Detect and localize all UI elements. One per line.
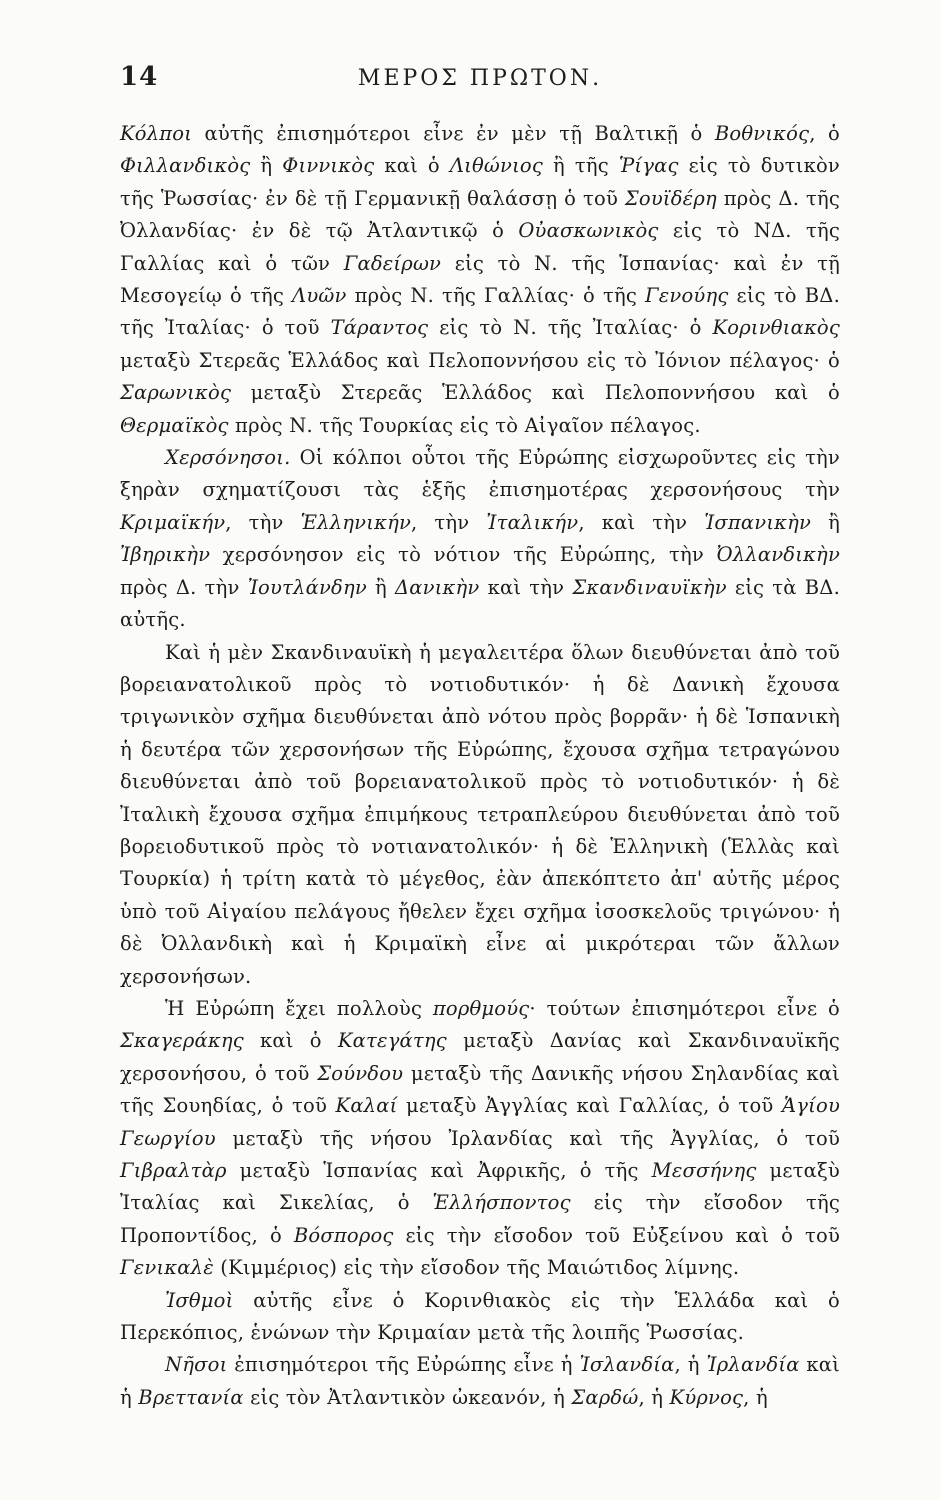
paragraph-gulfs xyxy=(120,118,840,442)
emphasized-term: Δανικὴν xyxy=(395,575,480,599)
text-run: εἰς τὸ Ν. τῆς Ἰταλίας· ὁ xyxy=(428,316,713,340)
text-run: , τὴν xyxy=(225,510,301,534)
emphasized-term: Σκαγεράκης xyxy=(120,1029,244,1053)
text-run: ἢ xyxy=(366,575,395,599)
body-text xyxy=(120,118,840,1414)
emphasized-term: Γενικαλὲ xyxy=(120,1256,214,1280)
text-run: μεταξὺ Ἱσπανίας καὶ Ἀφρικῆς, ὁ τῆς xyxy=(226,1159,652,1182)
text-run: · τούτων ἐπισημότεροι εἶνε ὁ xyxy=(529,996,840,1020)
text-run: μεταξὺ τῆς νήσου Ἰρλανδίας καὶ τῆς Ἀγγλίας, ὁ τοῦ xyxy=(215,1126,840,1150)
text-run: ἢ τῆς xyxy=(542,154,619,178)
running-head: ΜΕΡΟΣ ΠΡΩΤΟΝ. xyxy=(357,66,603,91)
emphasized-term: Ἁγίου Γεωργίου xyxy=(120,1094,840,1150)
text-run: μεταξὺ Ἀγγλίας καὶ Γαλλίας, ὁ τοῦ xyxy=(397,1094,783,1118)
text-run: εἰς τὴν εἴσοδον τοῦ Εὐξείνου καὶ ὁ τοῦ xyxy=(393,1223,840,1247)
text-run: μεταξὺ τῆς Δανικῆς νήσου Σηλανδίας καὶ τῆς Σουηδίας, ὁ τοῦ xyxy=(120,1061,840,1118)
emphasized-term: πορθμούς xyxy=(432,996,530,1020)
text-run: , ὁ xyxy=(809,122,840,145)
emphasized-term: Βοθνικός xyxy=(714,122,810,145)
text-run: εἰς τὸ ΒΔ. τῆς Ἰταλίας· ὁ τοῦ xyxy=(120,284,840,340)
text-run: ἢ xyxy=(250,154,283,178)
text-run: μεταξὺ Στερεᾶς Ἑλλάδος καὶ Πελοποννήσου εἰς τὸ Ἰόνιον πέλαγος· ὁ xyxy=(120,348,840,372)
emphasized-term: Ῥίγας xyxy=(618,154,679,178)
emphasized-term: Βρεττανία xyxy=(138,1385,244,1409)
text-run: μεταξὺ Στερεᾶς Ἑλλάδος καὶ Πελοποννήσου καὶ ὁ xyxy=(231,381,840,405)
text-run: Καὶ ἡ μὲν Σκανδιναυϊκὴ ἡ μεγαλειτέρα ὅλων διευθύνεται ἀπὸ τοῦ βορειανατολικοῦ πρὸς τὸ νοτιοδυτικόν· ἡ δὲ Δανικὴ ἔχουσα τριγωνικὸν σχῆμα διευθύνεται ἀπὸ νότου πρὸς βορρᾶν· ἡ δὲ Ἱσπανικὴ ἡ δευτέρα τῶν χερσονήσων τῆς Εὐρώπης, ἔχουσα σχῆμα τετραγώνου διευθύνεται ἀπὸ τοῦ βορειανατολικοῦ πρὸς τὸ νοτιοδυτικόν· ἡ δὲ Ἰταλικὴ ἔχουσα σχῆμα ἐπιμήκους τετραπλεύρου διευθύνεται ἀπὸ τοῦ βορειοδυτικοῦ πρὸς τὸ νοτιανατολικόν· ἡ δὲ Ἑλληνικὴ (Ἑλλὰς καὶ Τουρκία) ἡ τρίτη κατὰ τὸ μέγεθος, ἐὰν ἀπεκόπτετο ἀπ' αὐτῆς μέρος ὑπὸ τοῦ Αἰγαίου πελάγους ἤθελεν ἔχει σχῆμα ἰσοσκελοῦς τριγώνου· ἡ δὲ Ὀλλανδικὴ καὶ ἡ Κριμαϊκὴ εἶνε αἱ μικρότεραι τῶν ἄλλων χερσονήσων. xyxy=(120,640,840,988)
page-number: 14 xyxy=(120,62,159,92)
emphasized-term: Θερμαϊκὸς xyxy=(120,413,229,437)
text-run: καὶ ὁ xyxy=(243,1029,338,1053)
emphasized-term: Οὐασκωνικὸς xyxy=(518,219,659,243)
text-run: εἰς τὸ ΝΔ. τῆς Γαλλίας καὶ ὁ τῶν xyxy=(120,219,840,275)
text-run: , καὶ τὴν xyxy=(578,510,705,534)
text-run: πρὸς Δ. τὴν xyxy=(120,575,248,599)
emphasized-term: Ἱσπανικὴν xyxy=(704,510,812,534)
emphasized-term: Σαρωνικὸς xyxy=(120,381,232,405)
text-run: εἰς τὸ δυτικὸν τῆς Ῥωσσίας· ἐν δὲ τῇ Γερμανικῇ θαλάσσῃ ὁ τοῦ xyxy=(120,154,840,210)
emphasized-term: Ὀλλανδικὴν xyxy=(716,543,840,567)
emphasized-term: Σούνδου xyxy=(317,1061,404,1085)
emphasized-term: Ἰουτλάνδην xyxy=(247,575,367,599)
emphasized-term: Χερσόνησοι. xyxy=(165,446,291,470)
text-run: αὐτῆς ἐπισημότεροι εἶνε ἐν μὲν τῇ Βαλτικῇ ὁ xyxy=(192,122,715,145)
paragraph-isthmuses xyxy=(120,1285,840,1350)
emphasized-term: Τάραντος xyxy=(330,316,429,340)
emphasized-term: Φιννικὸς xyxy=(282,154,375,178)
text-run: πρὸς Ν. τῆς Τουρκίας εἰς τὸ Αἰγαῖον πέλαγος. xyxy=(228,413,701,437)
emphasized-term: Λιθώνιος xyxy=(449,154,543,178)
emphasized-term: Ἑλλήσποντος xyxy=(432,1191,571,1215)
page-header xyxy=(120,62,840,102)
text-run: (Κιμμέριος) εἰς τὴν εἴσοδον τῆς Μαιώτιδος λίμνης. xyxy=(213,1256,740,1280)
emphasized-term: Λυῶν xyxy=(292,284,347,308)
text-run: , ἡ xyxy=(638,1385,670,1409)
emphasized-term: Σκανδιναυϊκὴν xyxy=(572,575,727,599)
emphasized-term: Γιβραλτὰρ xyxy=(120,1159,227,1182)
text-run: εἰς τὸ Ν. τῆς Ἱσπανίας· καὶ ἐν τῇ Μεσογείῳ ὁ τῆς xyxy=(120,251,840,308)
text-run: εἰς τὰ ΒΔ. αὐτῆς. xyxy=(120,575,840,632)
text-run: πρὸς Ν. τῆς Γαλλίας· ὁ τῆς xyxy=(346,284,646,308)
text-run: εἰς τὴν εἴσοδον τῆς Προποντίδος, ὁ xyxy=(120,1191,840,1247)
emphasized-term: Βόσπορος xyxy=(293,1223,394,1247)
emphasized-term: Κόλποι xyxy=(120,122,193,145)
emphasized-term: Ἑλληνικήν xyxy=(300,510,412,534)
text-run: , ἡ xyxy=(674,1353,707,1377)
paragraph-peninsulas xyxy=(120,442,840,636)
paragraph-straits xyxy=(120,993,840,1285)
text-run: καὶ ἡ xyxy=(120,1353,840,1409)
emphasized-term: Κύρνος xyxy=(669,1385,744,1409)
emphasized-term: Ἰταλικήν xyxy=(486,510,579,534)
emphasized-term: Ἰσθμοὶ xyxy=(165,1288,234,1312)
text-run: πρὸς Δ. τῆς Ὀλλανδίας· ἐν δὲ τῷ Ἀτλαντικῷ ὁ xyxy=(120,186,840,243)
emphasized-term: Νῆσοι xyxy=(165,1353,228,1377)
emphasized-term: Φιλλανδικὸς xyxy=(120,154,251,178)
emphasized-term: Ἰσλανδία xyxy=(579,1353,675,1377)
text-run: καὶ ὁ xyxy=(374,154,450,178)
paragraph-peninsula-directions xyxy=(120,637,840,993)
emphasized-term: Γενούης xyxy=(645,284,729,308)
emphasized-term: Ἰρλανδία xyxy=(706,1353,800,1377)
emphasized-term: Κριμαϊκήν xyxy=(120,510,226,534)
emphasized-term: Σουϊδέρη xyxy=(624,186,717,210)
text-run: μεταξὺ Δανίας καὶ Σκανδιναυϊκῆς χερσονήσου, ὁ τοῦ xyxy=(120,1029,840,1085)
text-run: μεταξὺ Ἰταλίας καὶ Σικελίας, ὁ xyxy=(120,1159,840,1215)
emphasized-term: Κορινθιακὸς xyxy=(712,316,840,340)
emphasized-term: Ἰβηρικὴν xyxy=(120,543,211,567)
emphasized-term: Γαδείρων xyxy=(343,251,442,275)
emphasized-term: Μεσσήνης xyxy=(651,1159,757,1182)
text-run: ἐπισημότεροι τῆς Εὐρώπης εἶνε ἡ xyxy=(227,1353,580,1377)
paragraph-islands xyxy=(120,1349,840,1414)
text-run: Οἱ κόλποι οὗτοι τῆς Εὐρώπης εἰσχωροῦντες εἰς τὴν ξηρὰν σχηματίζουσι τὰς ἑξῆς ἐπισημοτέρας χερσονήσους τὴν xyxy=(120,446,840,502)
emphasized-term: Καλαί xyxy=(335,1094,398,1118)
text-run: αὐτῆς εἶνε ὁ Κορινθιακὸς εἰς τὴν Ἑλλάδα καὶ ὁ Περεκόπιος, ἑνώνων τὴν Κριμαίαν μετὰ τῆς λοιπῆς Ῥωσσίας. xyxy=(120,1288,840,1345)
emphasized-term: Σαρδώ xyxy=(571,1385,639,1409)
text-run: καὶ τὴν xyxy=(479,575,573,599)
text-run: χερσόνησον εἰς τὸ νότιον τῆς Εὐρώπης, τὴν xyxy=(210,543,717,567)
emphasized-term: Κατεγάτης xyxy=(337,1029,447,1053)
text-run: εἰς τὸν Ἀτλαντικὸν ὠκεανόν, ἡ xyxy=(243,1385,572,1409)
text-run: , τὴν xyxy=(411,510,487,534)
text-run: Ἡ Εὐρώπη ἔχει πολλοὺς xyxy=(165,996,433,1020)
text-run: , ἡ xyxy=(743,1385,768,1409)
text-run: ἢ xyxy=(811,510,840,534)
